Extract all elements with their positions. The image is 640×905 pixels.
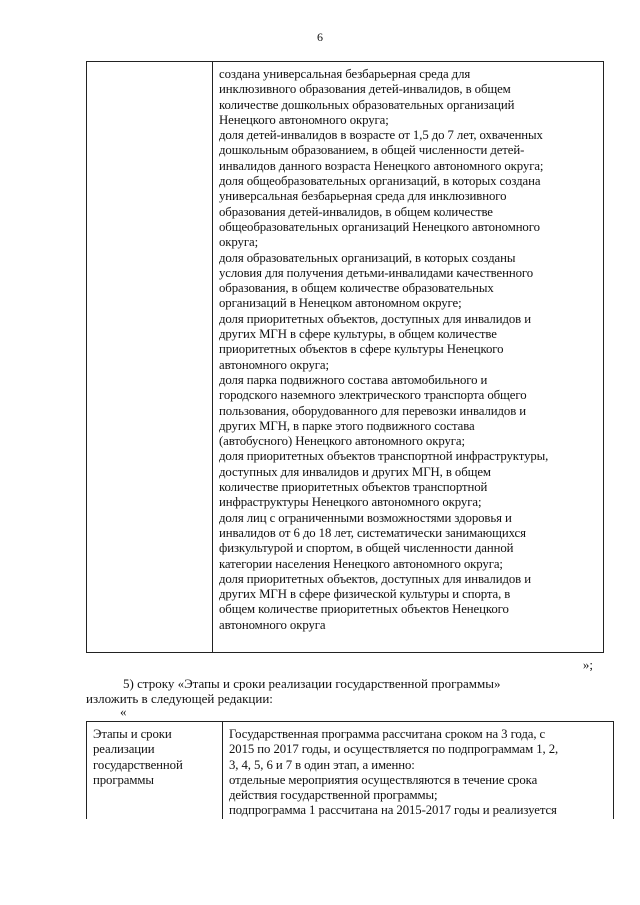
- text-line: подпрограмма 1 рассчитана на 2015-2017 годы и реализуется: [229, 803, 557, 818]
- text-line: других МГН в сфере физической культуры и спорта, в: [219, 587, 511, 602]
- text-line: действия государственной программы;: [229, 788, 438, 803]
- text-line: других МГН, в парке этого подвижного состава: [219, 418, 475, 433]
- text-line: образования, в общем количестве образовательных: [219, 281, 494, 296]
- page-number: 6: [317, 30, 323, 44]
- text-line: дошкольным образованием, в общей численности детей-: [219, 143, 525, 158]
- text-line: доля приоритетных объектов, доступных для инвалидов и: [219, 311, 531, 326]
- stages-label-cell: [87, 722, 223, 819]
- text-line: 2015 по 2017 годы, и осуществляется по подпрограммам 1, 2,: [229, 742, 559, 757]
- indicators-table: [86, 61, 604, 653]
- closing-quote: »;: [582, 657, 593, 672]
- text-line: доступных для инвалидов и других МГН, в общем: [219, 464, 491, 479]
- text-line: создана универсальная безбарьерная среда для: [219, 67, 471, 81]
- text-line: пользования, оборудованного для перевозки инвалидов и: [219, 403, 526, 418]
- text-line: автономного округа: [219, 617, 326, 632]
- text-line: автономного округа;: [219, 357, 329, 372]
- text-line: реализации: [93, 742, 155, 757]
- table-row: [87, 722, 614, 819]
- text-line: Государственная программа рассчитана сроком на 3 года, с: [229, 727, 546, 741]
- text-line: Ненецкого автономного округа;: [219, 112, 389, 127]
- text-line: общеобразовательных организаций Ненецкого автономного: [219, 219, 540, 234]
- table-cell-empty: [87, 62, 213, 653]
- amendment-paragraph-line-2: изложить в следующей редакции:: [86, 691, 273, 706]
- text-line: универсальная безбарьерная среда для инклюзивного: [219, 189, 507, 204]
- indicators-cell: [213, 62, 604, 653]
- text-line: доля лиц с ограниченными возможностями здоровья и: [219, 510, 512, 525]
- text-line: организаций в Ненецком автономном округе;: [219, 296, 462, 311]
- opening-quote: «: [120, 704, 127, 719]
- text-line: количестве приоритетных объектов транспортной: [219, 480, 488, 495]
- text-line: приоритетных объектов в сфере культуры Ненецкого: [219, 342, 504, 357]
- text-line: отдельные мероприятия осуществляются в течение срока: [229, 772, 538, 787]
- text-line: доля приоритетных объектов транспортной инфраструктуры,: [219, 449, 549, 464]
- text-line: 3, 4, 5, 6 и 7 в один этап, а именно:: [229, 757, 415, 772]
- text-line: физкультурой и спортом, в общей численности данной: [219, 541, 514, 556]
- text-line: программы: [93, 772, 154, 787]
- text-line: доля образовательных организаций, в которых созданы: [219, 250, 516, 265]
- text-line: количестве дошкольных образовательных организаций: [219, 97, 515, 112]
- text-line: инклюзивного образования детей-инвалидов, в общем: [219, 82, 511, 97]
- text-line: государственной: [93, 757, 183, 772]
- text-line: доля парка подвижного состава автомобильного и: [219, 372, 488, 387]
- text-line: инфраструктуры Ненецкого автономного округа;: [219, 495, 482, 510]
- text-line: категории населения Ненецкого автономного округа;: [219, 556, 503, 571]
- stages-table: [86, 721, 614, 819]
- amendment-paragraph-line-1: [86, 676, 591, 692]
- text-line: инвалидов от 6 до 18 лет, систематически занимающихся: [219, 525, 526, 540]
- table-row: [87, 62, 604, 653]
- amendment-text: 5) строку «Этапы и сроки реализации государственной программы»: [123, 676, 501, 691]
- text-line: условия для получения детьми-инвалидами качественного: [219, 265, 534, 280]
- text-line: городского наземного электрического транспорта общего: [219, 388, 527, 403]
- text-line: доля общеобразовательных организаций, в которых создана: [219, 174, 541, 189]
- stages-content-cell: [223, 722, 614, 819]
- text-line: доля приоритетных объектов, доступных для инвалидов и: [219, 571, 531, 586]
- text-line: (автобусного) Ненецкого автономного округа;: [219, 434, 465, 449]
- text-line: округа;: [219, 235, 259, 250]
- text-line: общем количестве приоритетных объектов Ненецкого: [219, 602, 509, 617]
- text-line: Этапы и сроки: [93, 727, 172, 741]
- text-line: инвалидов данного возраста Ненецкого автономного округа;: [219, 158, 544, 173]
- text-line: доля детей-инвалидов в возрасте от 1,5 до 7 лет, охваченных: [219, 128, 543, 143]
- text-line: образования детей-инвалидов, в общем количестве: [219, 204, 493, 219]
- text-line: других МГН в сфере культуры, в общем количестве: [219, 327, 497, 342]
